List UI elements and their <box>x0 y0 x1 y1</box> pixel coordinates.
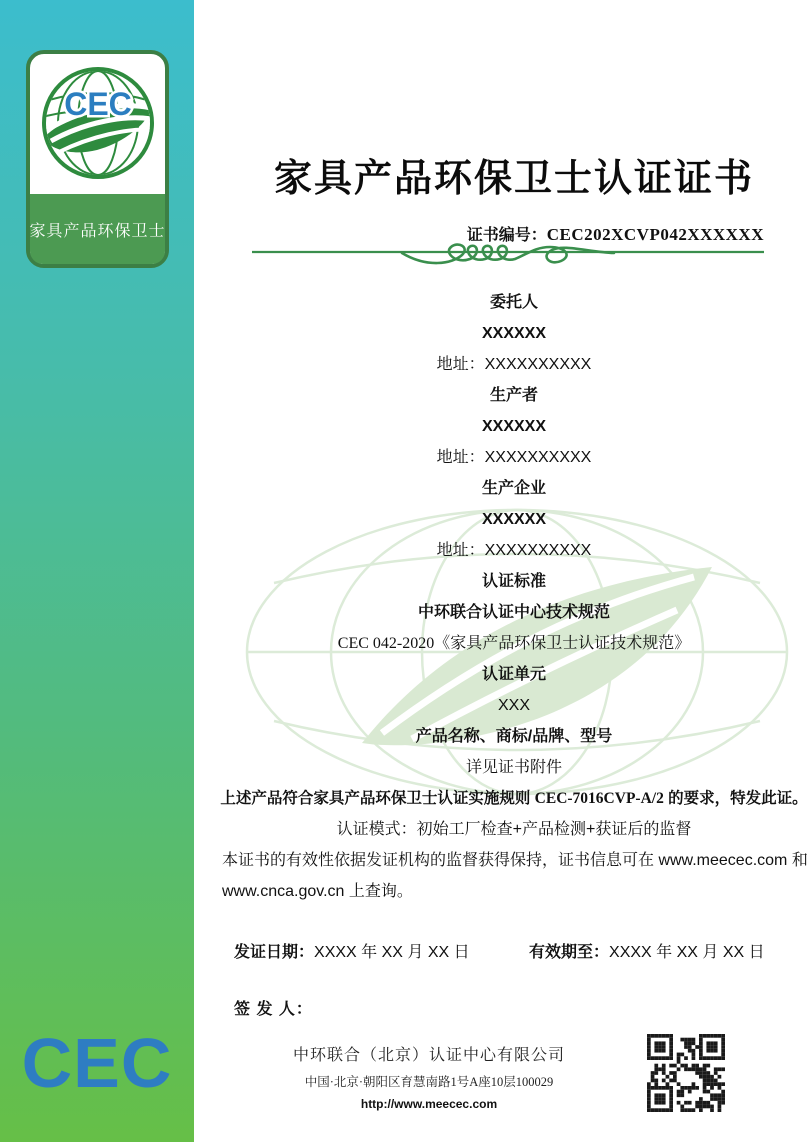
divider-flourish-icon <box>252 240 764 274</box>
footer-website-url: http://www.meecec.com <box>360 1097 498 1111</box>
standard-name: 《家具产品环保卫士认证技术规范》 <box>434 635 691 652</box>
cec-globe-icon <box>39 64 157 182</box>
applicant-label: 委托人 <box>489 294 538 311</box>
qr-code <box>647 1034 725 1112</box>
cec-logo-badge <box>26 50 169 268</box>
expiry-date-value: XXXX 年 XX 月 XX 日 <box>609 944 765 961</box>
badge-label: 家具产品环保卫士 <box>30 194 165 264</box>
product-value: 详见证书附件 <box>465 759 562 776</box>
applicant-name: XXXXXX <box>481 325 547 342</box>
product-label: 产品名称、商标/品牌、型号 <box>415 728 613 745</box>
cec-footer-logo: CEC <box>21 1024 173 1102</box>
issue-date-value: XXXX 年 XX 月 XX 日 <box>314 944 470 961</box>
statement-rule-code: CEC-7016CVP-A/2 <box>534 790 664 807</box>
applicant-address: 地址：XXXXXXXXXX <box>436 356 592 373</box>
factory-label: 生产企业 <box>481 480 546 497</box>
validity-line-1: 本证书的有效性依据发证机构的监督获得保持，证书信息可在 www.meecec.com 和 <box>222 852 808 869</box>
issue-date-label: 发证日期： <box>234 944 315 961</box>
producer-name: XXXXXX <box>481 418 547 435</box>
factory-address: 地址：XXXXXXXXXX <box>436 542 592 559</box>
page-title: 家具产品环保卫士认证证书 <box>273 158 754 201</box>
standard-org: 中环联合认证中心技术规范 <box>417 604 610 621</box>
standard-code: CEC 042-2020 <box>337 635 435 652</box>
standard-name-line <box>214 628 808 659</box>
certificate-number-value: CEC202XCVP042XXXXXX <box>546 225 764 244</box>
producer-label: 生产者 <box>489 387 538 404</box>
certificate-body <box>214 287 808 907</box>
unit-value: XXX <box>497 697 530 714</box>
footer-company-address: 中国·北京·朝阳区育慧南路1号A座10层100029 <box>304 1075 554 1089</box>
cec-logo-text: CEC <box>63 86 132 122</box>
expiry-date-label: 有效期至： <box>529 944 610 961</box>
sidebar <box>0 0 194 1142</box>
expiry-date <box>529 937 765 968</box>
standard-label: 认证标准 <box>481 573 546 590</box>
factory-name: XXXXXX <box>481 511 547 528</box>
validity-line-2: www.cnca.gov.cn 上查询。 <box>222 883 413 900</box>
issue-date <box>234 937 470 968</box>
date-row <box>214 937 808 968</box>
conformity-statement <box>214 783 808 814</box>
certificate-number-label: 证书编号： <box>466 227 547 244</box>
statement-suffix: 的要求，特发此证。 <box>663 790 808 807</box>
certification-mode-line: 认证模式：初始工厂检查+产品检测+获证后的监督 <box>336 821 692 838</box>
producer-address: 地址：XXXXXXXXXX <box>436 449 592 466</box>
statement-prefix: 上述产品符合家具产品环保卫士认证实施规则 <box>220 790 535 807</box>
unit-label: 认证单元 <box>481 666 546 683</box>
signer-label: 签 发 人： <box>234 1001 313 1018</box>
footer-company-name: 中环联合（北京）认证中心有限公司 <box>292 1047 565 1064</box>
